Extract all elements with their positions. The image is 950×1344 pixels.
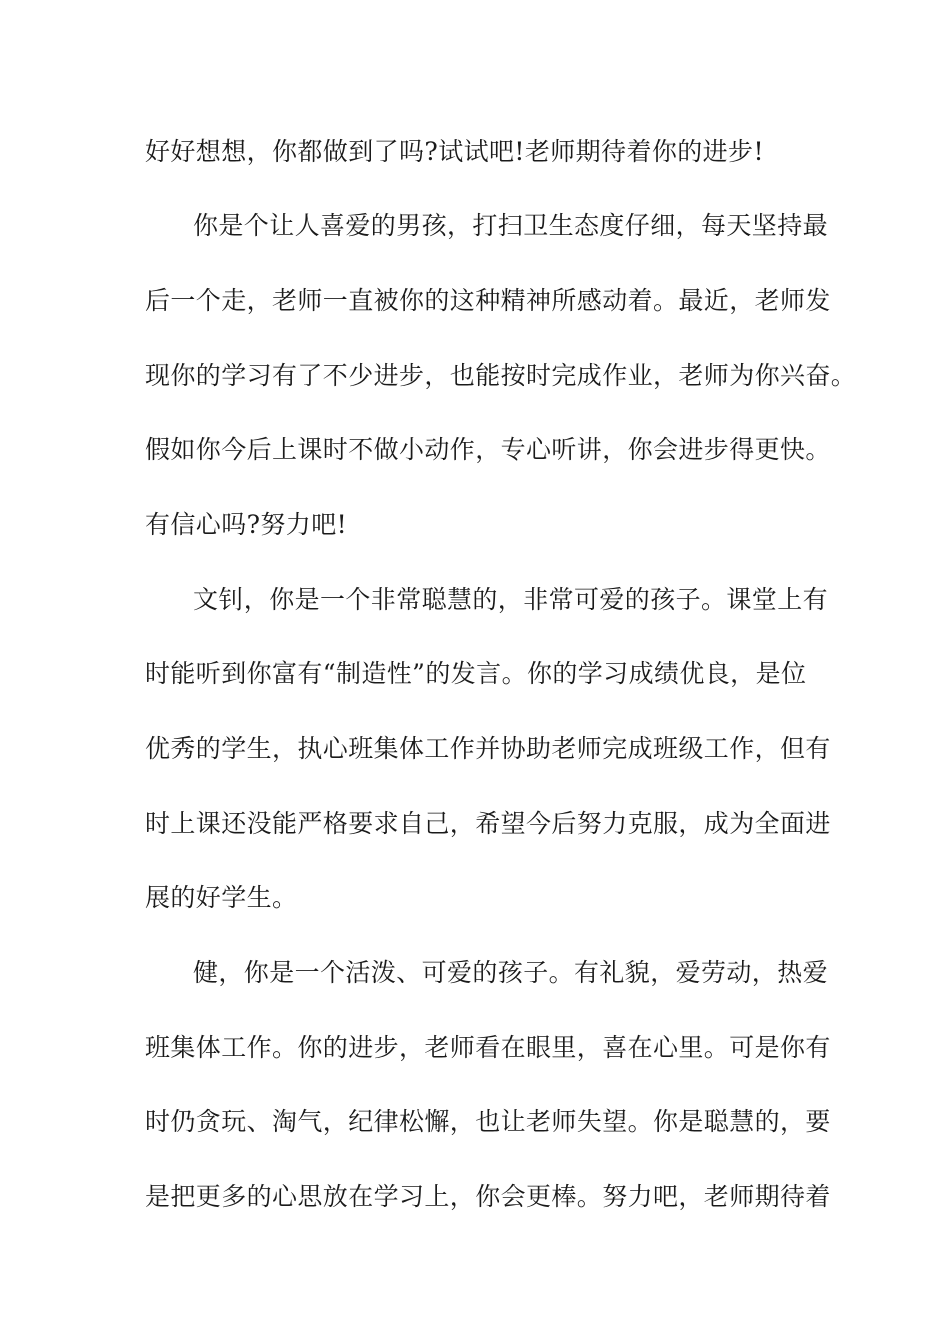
text-line: 现你的学习有了不少进步，也能按时完成作业，老师为你兴奋。: [145, 361, 857, 390]
paragraph-first-line: 健，你是一个活泼、可爱的孩子。有礼貌，爱劳动，热爱: [193, 958, 829, 987]
paragraph-first-line: 你是个让人喜爱的男孩，打扫卫生态度仔细，每天坚持最: [193, 211, 829, 240]
text-line: 时上课还没能严格要求自己，希望今后努力克服，成为全面进: [145, 809, 831, 838]
text-line: 时能听到你富有“制造性”的发言。你的学习成绩优良，是位: [145, 659, 807, 688]
text-line: 有信心吗?努力吧!: [145, 510, 348, 539]
text-line: 展的好学生。: [145, 883, 298, 912]
paragraph-first-line: 文钊，你是一个非常聪慧的，非常可爱的孩子。课堂上有: [193, 585, 829, 614]
text-line: 假如你今后上课时不做小动作，专心听讲，你会进步得更快。: [145, 435, 831, 464]
text-line: 优秀的学生，执心班集体工作并协助老师完成班级工作，但有: [145, 734, 831, 763]
text-line: 是把更多的心思放在学习上，你会更棒。努力吧，老师期待着: [145, 1182, 831, 1211]
text-line: 后一个走，老师一直被你的这种精神所感动着。最近，老师发: [145, 286, 831, 315]
text-line: 班集体工作。你的进步，老师看在眼里，喜在心里。可是你有: [145, 1033, 831, 1062]
text-line: 好好想想，你都做到了吗?试试吧!老师期待着你的进步!: [145, 137, 764, 166]
text-line: 时仍贪玩、淘气，纪律松懈，也让老师失望。你是聪慧的，要: [145, 1107, 831, 1136]
